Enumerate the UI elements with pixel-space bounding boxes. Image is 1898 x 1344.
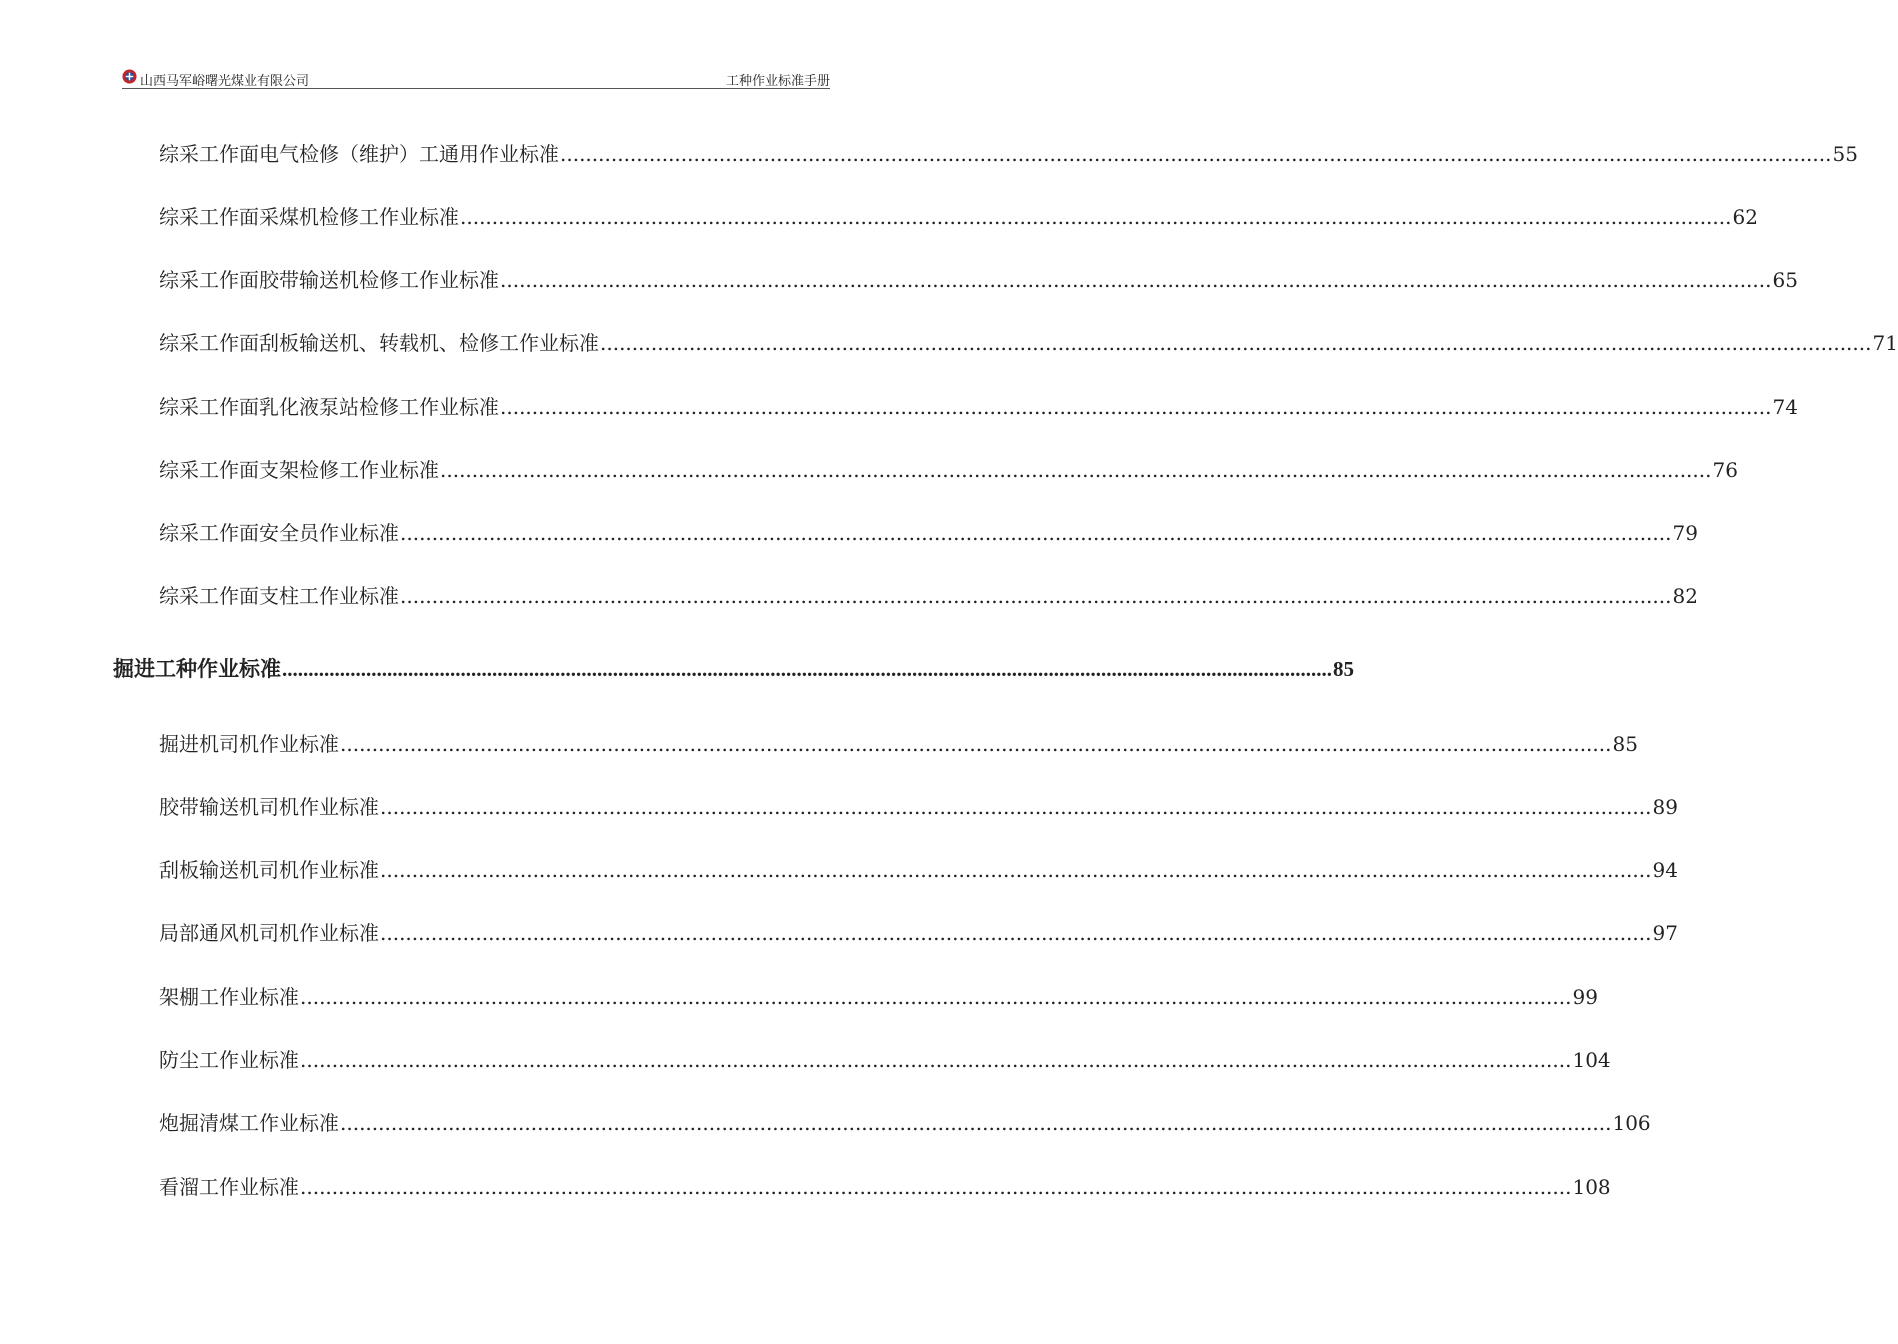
dot-leader: ........................................................................................................................................................................................................: [500, 268, 1772, 292]
toc-entry-page: 82: [1672, 584, 1698, 608]
dot-leader: ........................................................................................................................................................................................................: [300, 1175, 1572, 1199]
toc-entry-page: 55: [1832, 142, 1858, 166]
toc-section-page: 85: [1333, 657, 1354, 681]
dot-leader: ........................................................................................................................................................................................................: [340, 1111, 1612, 1135]
toc-entry-page: 74: [1772, 395, 1798, 419]
toc-entry[interactable]: [159, 138, 1858, 167]
dot-leader: ........................................................................................................................................................................................................: [380, 858, 1652, 882]
toc-entry[interactable]: [159, 981, 1598, 1010]
toc-entry[interactable]: [159, 1107, 1651, 1136]
toc-entry[interactable]: [159, 917, 1678, 946]
dot-leader: ........................................................................................................................................................................................................: [380, 921, 1652, 945]
toc-entry-page: 89: [1652, 795, 1678, 819]
toc-entry-label: 综采工作面支柱工作业标准: [159, 584, 399, 608]
toc-entry-label: 综采工作面支架检修工作业标准: [159, 458, 439, 482]
toc-entry-label: 炮掘清煤工作业标准: [159, 1111, 339, 1135]
toc-entry-page: 79: [1672, 521, 1698, 545]
toc-entry-label: 防尘工作业标准: [159, 1048, 299, 1072]
toc-entry-page: 71: [1872, 331, 1898, 355]
toc-entry-page: 85: [1612, 732, 1638, 756]
dot-leader: ........................................................................................................................................................................................................: [500, 395, 1772, 419]
toc-entry-page: 94: [1652, 858, 1678, 882]
dot-leader: ........................................................................................................................................................................................................: [440, 458, 1712, 482]
company-name: 山西马军峪曙光煤业有限公司: [140, 74, 310, 89]
toc-entry-page: 104: [1572, 1048, 1611, 1072]
toc-entry-page: 106: [1612, 1111, 1651, 1135]
toc-entry-label: 综采工作面刮板输送机、转载机、检修工作业标准: [159, 331, 599, 355]
toc-entry-label: 看溜工作业标准: [159, 1175, 299, 1199]
dot-leader: ........................................................................................................................................................................................................: [300, 1048, 1572, 1072]
dot-leader: ........................................................................................................................................................................................................: [400, 584, 1672, 608]
toc-entry[interactable]: [159, 327, 1898, 356]
toc-entry[interactable]: [159, 728, 1638, 757]
toc-entry-page: 97: [1652, 921, 1678, 945]
document-title: 工种作业标准手册: [725, 74, 830, 89]
toc-section-heading[interactable]: [113, 653, 1354, 683]
toc-entry-page: 62: [1732, 205, 1758, 229]
toc-entry-label: 胶带输送机司机作业标准: [159, 795, 379, 819]
toc-entry-label: 刮板输送机司机作业标准: [159, 858, 379, 882]
toc-entry-label: 综采工作面胶带输送机检修工作业标准: [159, 268, 499, 292]
dot-leader: ........................................................................................................................................................................................................: [560, 142, 1832, 166]
toc-entry[interactable]: [159, 791, 1678, 820]
dot-leader: ........................................................................................................................................................................................................: [300, 985, 1572, 1009]
toc-entry-label: 综采工作面采煤机检修工作业标准: [159, 205, 459, 229]
toc-entry-label: 架棚工作业标准: [159, 985, 299, 1009]
toc-entry-page: 76: [1712, 458, 1738, 482]
dot-leader: ........................................................................................................................................................................................................: [600, 331, 1872, 355]
toc-entry[interactable]: [159, 1171, 1611, 1200]
dot-leader: ........................................................................................................................................................................................................: [282, 657, 1332, 681]
toc-entry-page: 65: [1772, 268, 1798, 292]
toc-entry-label: 综采工作面电气检修（维护）工通用作业标准: [159, 142, 559, 166]
dot-leader: ........................................................................................................................................................................................................: [400, 521, 1672, 545]
toc-entry[interactable]: [159, 264, 1798, 293]
page-header: [122, 68, 830, 89]
toc-entry-label: 局部通风机司机作业标准: [159, 921, 379, 945]
dot-leader: ........................................................................................................................................................................................................: [460, 205, 1732, 229]
toc-entry-label: 综采工作面安全员作业标准: [159, 521, 399, 545]
toc-entry-page: 99: [1572, 985, 1598, 1009]
dot-leader: ........................................................................................................................................................................................................: [380, 795, 1652, 819]
toc-entry[interactable]: [159, 1044, 1611, 1073]
toc-entry[interactable]: [159, 201, 1758, 230]
company-logo-icon: [122, 69, 137, 84]
toc-entry[interactable]: [159, 454, 1738, 483]
toc-entry[interactable]: [159, 854, 1678, 883]
toc-entry-page: 108: [1572, 1175, 1611, 1199]
toc-entry[interactable]: [159, 517, 1698, 546]
toc-entry-label: 掘进机司机作业标准: [159, 732, 339, 756]
toc-section-label: 掘进工种作业标准: [113, 657, 281, 681]
toc-entry[interactable]: [159, 391, 1798, 420]
toc-entry-label: 综采工作面乳化液泵站检修工作业标准: [159, 395, 499, 419]
toc-entry[interactable]: [159, 580, 1698, 609]
dot-leader: ........................................................................................................................................................................................................: [340, 732, 1612, 756]
